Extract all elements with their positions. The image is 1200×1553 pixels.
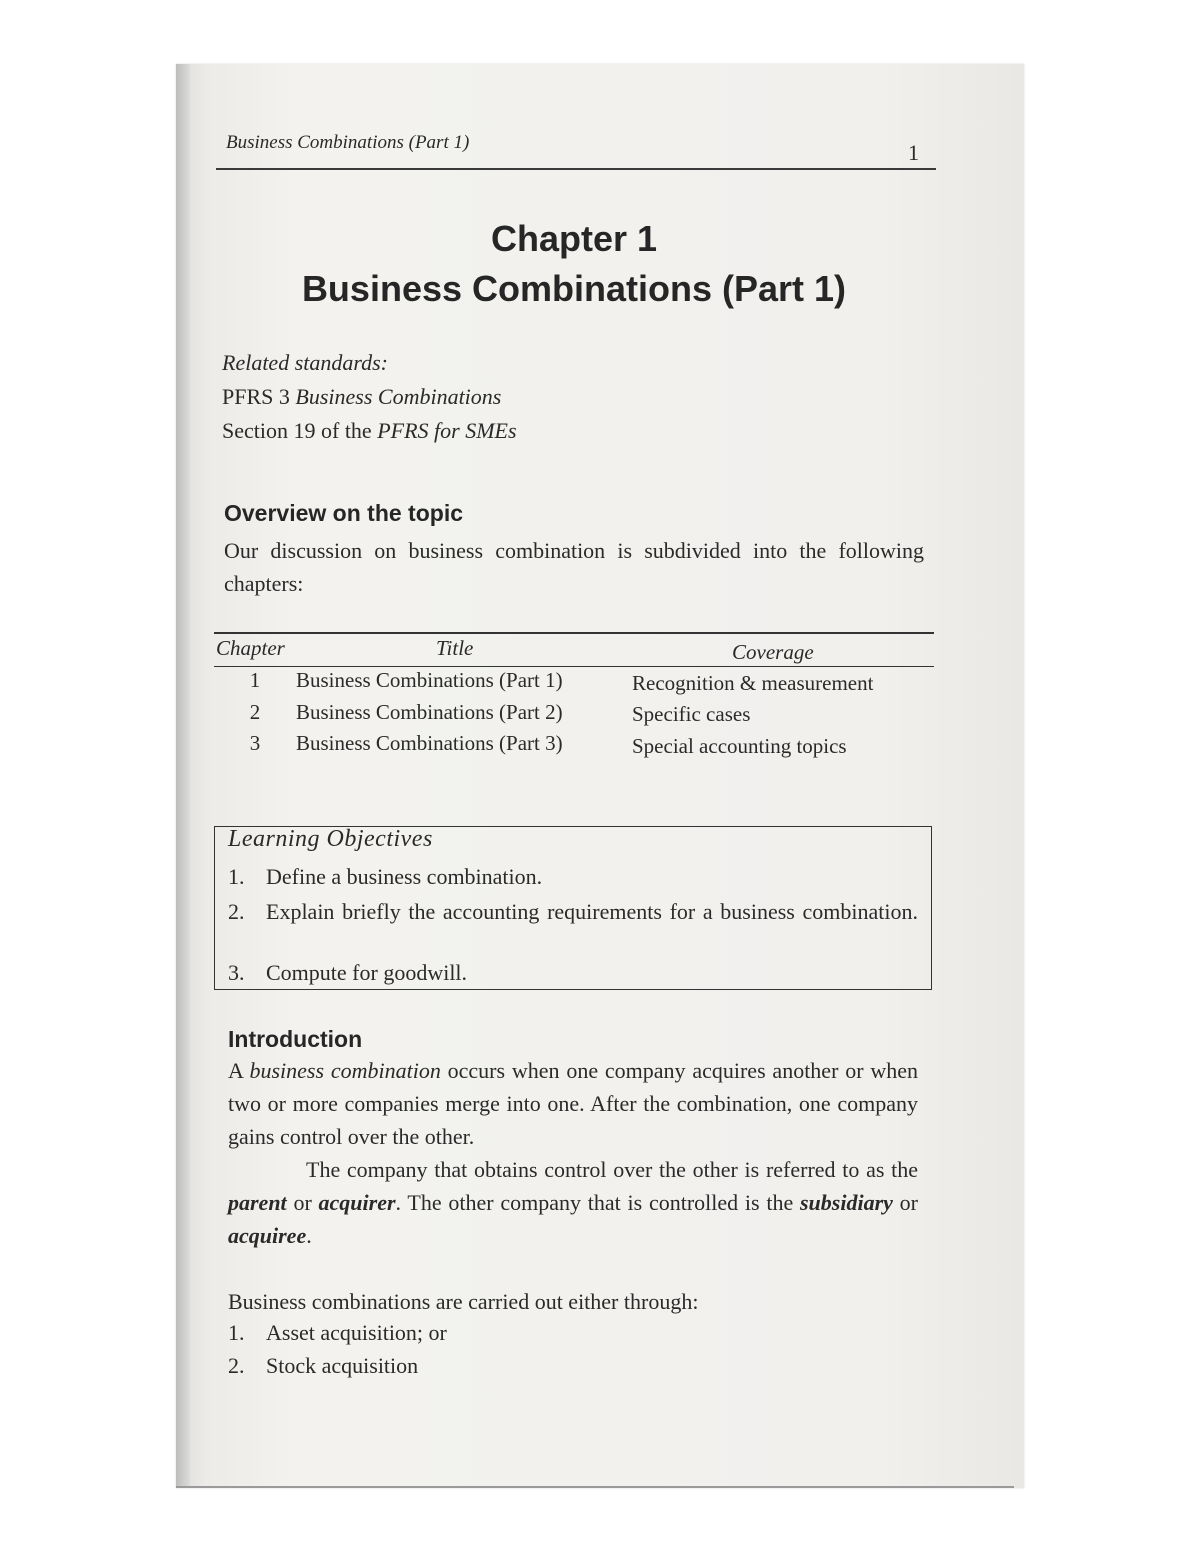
- text-run: or: [286, 1190, 319, 1215]
- header-rule: [216, 168, 936, 170]
- term-acquirer: acquirer: [318, 1190, 396, 1215]
- introduction-paragraph-2: [228, 1153, 918, 1252]
- text-run: The company that obtains control over the other is referred to as the: [306, 1157, 918, 1182]
- text-run: .: [306, 1223, 312, 1248]
- term-subsidiary: subsidiary: [799, 1190, 893, 1215]
- objective-number: 1.: [228, 864, 245, 889]
- table-header-coverage: Coverage: [732, 640, 814, 664]
- overview-heading: Overview on the topic: [224, 500, 463, 526]
- page-spine-shadow: [176, 64, 190, 1488]
- table-header-chapter: Chapter: [216, 636, 285, 660]
- chapter-number: Chapter 1: [490, 218, 658, 259]
- related-standard-item: [222, 380, 517, 414]
- introduction-paragraph-3: Business combinations are carried out either through:: [228, 1289, 699, 1314]
- standard-name: Business Combinations: [295, 384, 502, 409]
- objective-number: 3.: [228, 960, 245, 985]
- term-acquiree: acquiree: [228, 1223, 307, 1248]
- term-parent: parent: [228, 1190, 287, 1215]
- table-top-rule: [214, 632, 934, 634]
- standard-name: PFRS for SMEs: [377, 418, 517, 443]
- page-number: 1: [908, 140, 919, 165]
- row-title: Business Combinations (Part 3): [296, 731, 563, 755]
- text-run: or: [892, 1190, 918, 1215]
- row-title: Business Combinations (Part 2): [296, 700, 563, 724]
- row-coverage: Recognition & measurement: [632, 671, 874, 695]
- objective-text: Define a business combination.: [266, 864, 543, 889]
- row-coverage: Special accounting topics: [632, 734, 847, 758]
- method-text: Stock acquisition: [266, 1353, 419, 1378]
- objective-text: Explain briefly the accounting requirements for a business combination.: [266, 899, 918, 924]
- standard-prefix: PFRS 3: [222, 384, 296, 409]
- method-number: 2.: [228, 1353, 245, 1378]
- method-text: Asset acquisition; or: [266, 1320, 447, 1345]
- page-bottom-edge: [176, 1486, 1014, 1488]
- row-chapter-number: 3: [249, 731, 261, 755]
- text-run: . The other company that is controlled is the: [395, 1190, 800, 1215]
- method-number: 1.: [228, 1320, 245, 1345]
- term-business-combination: business combination: [249, 1058, 441, 1083]
- related-standards: [222, 346, 517, 448]
- objective-number: 2.: [228, 899, 245, 924]
- introduction-paragraph-1: [228, 1054, 918, 1153]
- related-standards-label: Related standards:: [222, 350, 388, 375]
- standard-prefix: Section 19 of the: [222, 418, 378, 443]
- text-run: A: [228, 1058, 250, 1083]
- objective-text: Compute for goodwill.: [266, 960, 468, 985]
- chapter-title: Business Combinations (Part 1): [301, 268, 847, 309]
- row-coverage: Specific cases: [632, 702, 751, 726]
- row-title: Business Combinations (Part 1): [296, 668, 563, 692]
- row-chapter-number: 2: [249, 700, 261, 724]
- learning-objectives-title: Learning Objectives: [228, 826, 433, 852]
- table-header-title: Title: [436, 636, 474, 660]
- text-run: occurs when one company acquires another or when two or more companies merge into one. After the combination, one company gains control over the other.: [228, 1058, 918, 1149]
- table-header-rule: [214, 666, 934, 667]
- row-chapter-number: 1: [249, 668, 261, 692]
- overview-text: Our discussion on business combination is subdivided into the following chapters:: [224, 538, 924, 596]
- related-standard-item: [222, 414, 517, 448]
- running-header-title: Business Combinations (Part 1): [226, 132, 470, 153]
- introduction-heading: Introduction: [228, 1026, 363, 1052]
